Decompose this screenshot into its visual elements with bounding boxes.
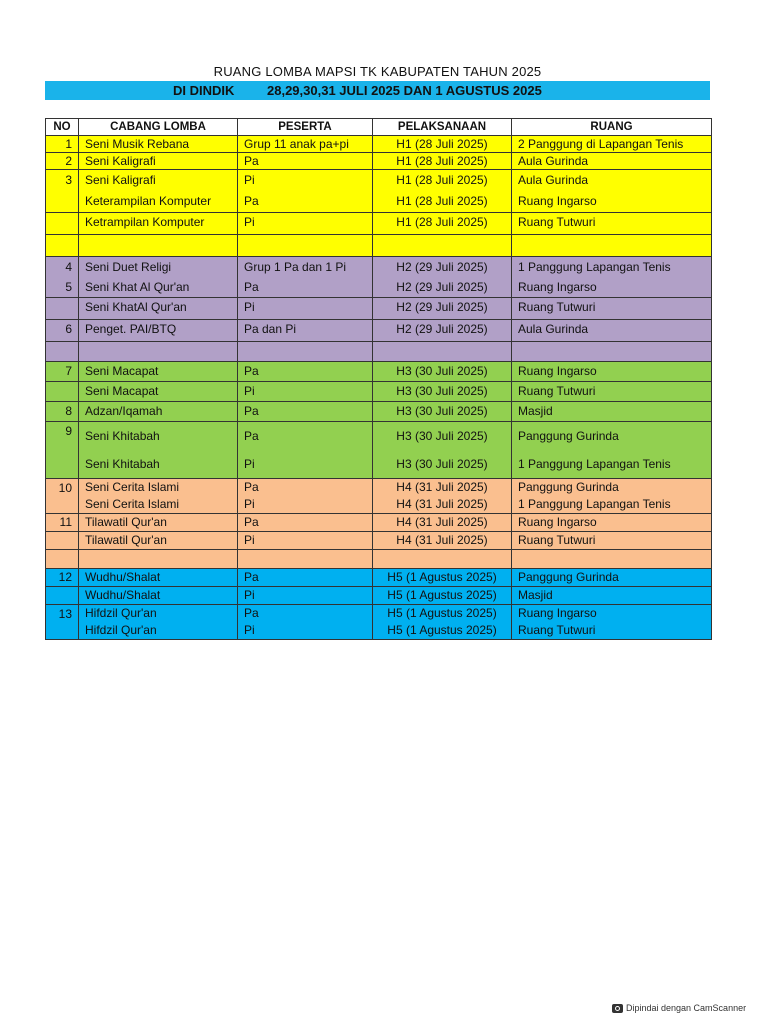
- cell-cabang: [79, 479, 238, 514]
- cell-ruang: [512, 170, 712, 213]
- cell-text: Aula Gurinda: [518, 154, 589, 168]
- table-row: [46, 422, 712, 479]
- cell-text: 1 Panggung Lapangan Tenis: [518, 260, 671, 274]
- cell-cabang: [79, 320, 238, 342]
- cell-text: Ruang Tutwuri: [518, 300, 596, 314]
- cell-text: H5 (1 Agustus 2025): [387, 623, 497, 637]
- cell-ruang: [512, 514, 712, 532]
- cell-pel: [373, 213, 512, 235]
- scanner-watermark-text: Dipindai dengan CamScanner: [626, 1003, 747, 1013]
- cell-text: Pa: [244, 404, 259, 418]
- cell-text: 12: [58, 570, 72, 584]
- cell-text: H1 (28 Juli 2025): [396, 137, 488, 151]
- cell-text: Seni Khitabah: [85, 457, 160, 471]
- cell-text: Pi: [244, 457, 255, 471]
- cell-ruang: [512, 422, 712, 479]
- cell-text: Ruang Tutwuri: [518, 623, 596, 637]
- scanner-watermark: [612, 1003, 746, 1013]
- cell-text: Seni Macapat: [85, 364, 159, 378]
- cell-text: Masjid: [518, 588, 553, 602]
- cell-text: Seni Kaligrafi: [85, 154, 156, 168]
- cell-ruang: [512, 550, 712, 569]
- table-row: [46, 402, 712, 422]
- cell-pel: [373, 362, 512, 382]
- cell-text: Pa: [244, 364, 259, 378]
- cell-text: Panggung Gurinda: [518, 429, 619, 443]
- cell-text: Pa: [244, 280, 259, 294]
- cell-no: [46, 298, 79, 320]
- cell-ruang: [512, 479, 712, 514]
- cell-peserta: [238, 532, 373, 550]
- cell-text: Ruang Ingarso: [518, 194, 597, 208]
- cell-text: Seni Cerita Islami: [85, 497, 180, 511]
- schedule-table: [45, 118, 712, 640]
- cell-text: Pa: [244, 515, 259, 529]
- cell-text: Ruang Tutwuri: [518, 533, 596, 547]
- header-no: NO: [46, 119, 79, 136]
- cell-no: [46, 422, 79, 479]
- table-row: [46, 213, 712, 235]
- cell-text: Penget. PAI/BTQ: [85, 322, 177, 336]
- cell-text: 11: [59, 515, 72, 529]
- cell-pel: [373, 320, 512, 342]
- cell-no: [46, 532, 79, 550]
- cell-cabang: [79, 170, 238, 213]
- cell-text: Pi: [244, 384, 255, 398]
- cell-pel: [373, 402, 512, 422]
- subtitle-dates: 28,29,30,31 JULI 2025 DAN 1 AGUSTUS 2025: [267, 83, 542, 98]
- cell-text: Pa: [244, 570, 259, 584]
- cell-pel: [373, 532, 512, 550]
- cell-text: 1: [65, 137, 72, 151]
- cell-pel: [373, 153, 512, 170]
- cell-peserta: [238, 235, 373, 257]
- cell-ruang: [512, 569, 712, 587]
- header-ruang: RUANG: [512, 119, 712, 136]
- cell-pel: [373, 514, 512, 532]
- cell-peserta: [238, 514, 373, 532]
- cell-pel: [373, 170, 512, 213]
- cell-cabang: [79, 605, 238, 640]
- table-row: [46, 257, 712, 298]
- cell-text: Seni Khitabah: [85, 429, 160, 443]
- cell-cabang: [79, 569, 238, 587]
- cell-no: [46, 257, 79, 298]
- cell-text: Pi: [244, 588, 255, 602]
- table-row: [46, 382, 712, 402]
- cell-text: H1 (28 Juli 2025): [396, 173, 488, 187]
- cell-text: Ruang Ingarso: [518, 364, 597, 378]
- cell-text: H5 (1 Agustus 2025): [387, 570, 497, 584]
- cell-text: Keterampilan Komputer: [85, 194, 212, 208]
- cell-text: H3 (30 Juli 2025): [396, 384, 488, 398]
- table-row: [46, 153, 712, 170]
- cell-no: [46, 382, 79, 402]
- cell-peserta: [238, 550, 373, 569]
- cell-text: H2 (29 Juli 2025): [396, 260, 488, 274]
- cell-text: Panggung Gurinda: [518, 570, 619, 584]
- cell-text: H4 (31 Juli 2025): [396, 533, 488, 547]
- document-title: RUANG LOMBA MAPSI TK KABUPATEN TAHUN 2025: [213, 64, 542, 79]
- cell-text: Pa: [244, 480, 259, 494]
- cell-ruang: [512, 298, 712, 320]
- cell-text: H3 (30 Juli 2025): [396, 457, 488, 471]
- cell-text: Pi: [244, 215, 255, 229]
- cell-text: 6: [65, 322, 72, 336]
- table-row: [46, 550, 712, 569]
- cell-text: H4 (31 Juli 2025): [396, 515, 488, 529]
- header-peserta: PESERTA: [238, 119, 373, 136]
- table-row: [46, 342, 712, 362]
- cell-text: Pa: [244, 154, 259, 168]
- cell-no: [46, 550, 79, 569]
- cell-cabang: [79, 235, 238, 257]
- cell-text: H1 (28 Juli 2025): [396, 215, 488, 229]
- cell-no: [46, 153, 79, 170]
- cell-text: Hifdzil Qur'an: [85, 623, 157, 637]
- cell-text: 1 Panggung Lapangan Tenis: [518, 497, 671, 511]
- table-row: [46, 298, 712, 320]
- cell-text: Seni Kaligrafi: [85, 173, 156, 187]
- cell-peserta: [238, 320, 373, 342]
- cell-text: Aula Gurinda: [518, 322, 589, 336]
- cell-no: [46, 362, 79, 382]
- cell-text: Pa: [244, 606, 259, 620]
- cell-ruang: [512, 587, 712, 605]
- cell-text: Tilawatil Qur'an: [85, 515, 167, 529]
- cell-cabang: [79, 422, 238, 479]
- cell-pel: [373, 587, 512, 605]
- cell-no: [46, 402, 79, 422]
- cell-text: 9: [65, 424, 72, 438]
- cell-cabang: [79, 298, 238, 320]
- cell-cabang: [79, 342, 238, 362]
- cell-text: Pa dan Pi: [244, 322, 297, 336]
- cell-ruang: [512, 382, 712, 402]
- cell-text: Hifdzil Qur'an: [85, 606, 157, 620]
- cell-pel: [373, 382, 512, 402]
- table-row: [46, 136, 712, 153]
- table-row: [46, 235, 712, 257]
- cell-text: H4 (31 Juli 2025): [396, 497, 488, 511]
- cell-text: 1 Panggung Lapangan Tenis: [518, 457, 671, 471]
- header-pelaksanaan: PELAKSANAAN: [373, 119, 512, 136]
- cell-peserta: [238, 170, 373, 213]
- cell-text: Panggung Gurinda: [518, 480, 619, 494]
- cell-cabang: [79, 514, 238, 532]
- cell-text: Ruang Ingarso: [518, 606, 597, 620]
- table-row: [46, 605, 712, 640]
- cell-text: Grup 11 anak pa+pi: [244, 137, 349, 151]
- cell-cabang: [79, 550, 238, 569]
- cell-text: Ruang Ingarso: [518, 280, 597, 294]
- subtitle-location: DI DINDIK: [173, 83, 235, 98]
- cell-text: Tilawatil Qur'an: [85, 533, 167, 547]
- cell-text: H3 (30 Juli 2025): [396, 404, 488, 418]
- cell-no: [46, 170, 79, 213]
- table-row: [46, 514, 712, 532]
- cell-text: 10: [58, 481, 72, 495]
- cell-no: [46, 235, 79, 257]
- cell-text: Grup 1 Pa dan 1 Pi: [244, 260, 347, 274]
- cell-text: 4: [65, 260, 72, 274]
- cell-text: H5 (1 Agustus 2025): [387, 588, 497, 602]
- table-row: [46, 320, 712, 342]
- cell-pel: [373, 136, 512, 153]
- cell-peserta: [238, 422, 373, 479]
- table-row: [46, 170, 712, 213]
- cell-peserta: [238, 605, 373, 640]
- cell-no: [46, 342, 79, 362]
- cell-text: H4 (31 Juli 2025): [396, 480, 488, 494]
- cell-text: 7: [65, 364, 72, 378]
- cell-text: Masjid: [518, 404, 553, 418]
- cell-cabang: [79, 257, 238, 298]
- cell-text: Wudhu/Shalat: [85, 570, 161, 584]
- cell-text: H3 (30 Juli 2025): [396, 429, 488, 443]
- cell-text: 8: [65, 404, 72, 418]
- cell-ruang: [512, 605, 712, 640]
- cell-pel: [373, 569, 512, 587]
- cell-ruang: [512, 342, 712, 362]
- table-row: [46, 362, 712, 382]
- cell-ruang: [512, 532, 712, 550]
- cell-ruang: [512, 213, 712, 235]
- cell-peserta: [238, 479, 373, 514]
- cell-text: Adzan/Iqamah: [85, 404, 163, 418]
- cell-ruang: [512, 362, 712, 382]
- cell-no: [46, 514, 79, 532]
- cell-text: 2: [65, 154, 72, 168]
- cell-cabang: [79, 532, 238, 550]
- cell-cabang: [79, 587, 238, 605]
- cell-peserta: [238, 298, 373, 320]
- cell-pel: [373, 257, 512, 298]
- cell-text: 5: [65, 280, 72, 294]
- cell-ruang: [512, 257, 712, 298]
- cell-text: Seni Cerita Islami: [85, 480, 180, 494]
- cell-text: Pi: [244, 623, 255, 637]
- table-row: [46, 587, 712, 605]
- cell-peserta: [238, 213, 373, 235]
- cell-text: H1 (28 Juli 2025): [396, 154, 488, 168]
- cell-text: Seni KhatAl Qur'an: [85, 300, 187, 314]
- table-row: [46, 532, 712, 550]
- cell-cabang: [79, 382, 238, 402]
- table-row: [46, 569, 712, 587]
- cell-peserta: [238, 342, 373, 362]
- cell-ruang: [512, 153, 712, 170]
- cell-peserta: [238, 569, 373, 587]
- camscanner-icon: [612, 1004, 623, 1013]
- cell-cabang: [79, 213, 238, 235]
- cell-pel: [373, 235, 512, 257]
- cell-peserta: [238, 587, 373, 605]
- cell-text: Ruang Ingarso: [518, 515, 597, 529]
- cell-peserta: [238, 257, 373, 298]
- cell-text: Seni Musik Rebana: [85, 137, 190, 151]
- cell-text: H3 (30 Juli 2025): [396, 364, 488, 378]
- cell-pel: [373, 342, 512, 362]
- cell-text: Pa: [244, 194, 259, 208]
- cell-no: [46, 213, 79, 235]
- cell-cabang: [79, 136, 238, 153]
- cell-text: Ruang Tutwuri: [518, 215, 596, 229]
- cell-pel: [373, 422, 512, 479]
- cell-text: 2 Panggung di Lapangan Tenis: [518, 137, 684, 151]
- cell-text: H1 (28 Juli 2025): [396, 194, 488, 208]
- cell-text: H2 (29 Juli 2025): [396, 300, 488, 314]
- cell-ruang: [512, 136, 712, 153]
- cell-text: H5 (1 Agustus 2025): [387, 606, 497, 620]
- cell-peserta: [238, 136, 373, 153]
- cell-peserta: [238, 362, 373, 382]
- cell-pel: [373, 550, 512, 569]
- cell-text: Seni Khat Al Qur'an: [85, 280, 190, 294]
- cell-text: Pi: [244, 173, 255, 187]
- cell-text: Aula Gurinda: [518, 173, 589, 187]
- cell-text: Wudhu/Shalat: [85, 588, 161, 602]
- cell-pel: [373, 298, 512, 320]
- cell-no: [46, 479, 79, 514]
- cell-no: [46, 605, 79, 640]
- cell-no: [46, 569, 79, 587]
- cell-no: [46, 587, 79, 605]
- cell-text: Pi: [244, 300, 255, 314]
- document-subtitle-bar: [45, 81, 710, 100]
- cell-text: Pi: [244, 497, 255, 511]
- cell-peserta: [238, 382, 373, 402]
- cell-text: Seni Macapat: [85, 384, 159, 398]
- table-row: [46, 479, 712, 514]
- cell-pel: [373, 479, 512, 514]
- cell-cabang: [79, 402, 238, 422]
- table-body: [46, 136, 712, 640]
- cell-no: [46, 320, 79, 342]
- cell-ruang: [512, 235, 712, 257]
- header-cabang-lomba: CABANG LOMBA: [79, 119, 238, 136]
- cell-text: Pi: [244, 533, 255, 547]
- cell-text: H2 (29 Juli 2025): [396, 280, 488, 294]
- cell-peserta: [238, 402, 373, 422]
- cell-text: Ketrampilan Komputer: [85, 215, 205, 229]
- cell-ruang: [512, 320, 712, 342]
- cell-pel: [373, 605, 512, 640]
- cell-no: [46, 136, 79, 153]
- cell-text: 3: [65, 173, 72, 187]
- cell-text: H2 (29 Juli 2025): [396, 322, 488, 336]
- cell-text: Pa: [244, 429, 259, 443]
- cell-text: 13: [58, 607, 72, 621]
- cell-cabang: [79, 362, 238, 382]
- cell-cabang: [79, 153, 238, 170]
- table-header-row: [46, 119, 712, 136]
- cell-text: Seni Duet Religi: [85, 260, 172, 274]
- cell-ruang: [512, 402, 712, 422]
- cell-peserta: [238, 153, 373, 170]
- cell-text: Ruang Tutwuri: [518, 384, 596, 398]
